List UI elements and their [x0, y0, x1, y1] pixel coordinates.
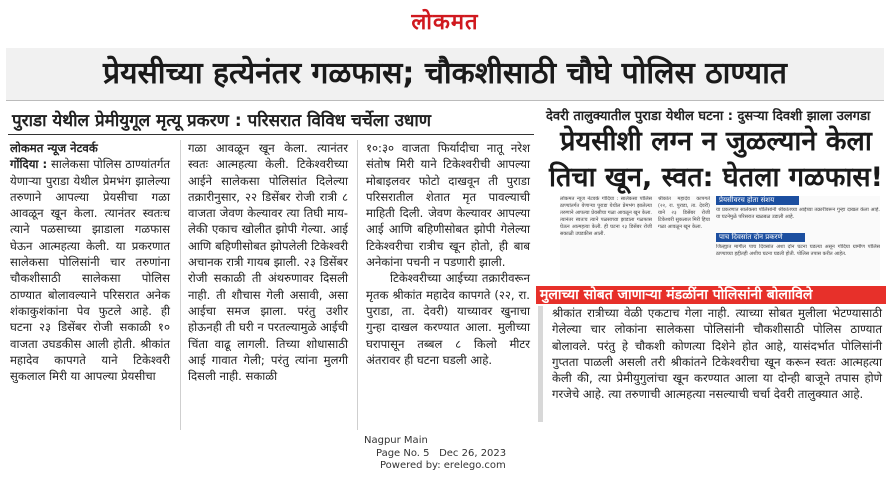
clipping-thumbnail: [560, 196, 880, 280]
thumbnail-box-heading-2: पाच दिवसांत दोन प्रकरणे: [716, 233, 805, 242]
thumbnail-box-heading-1: प्रेयसीवरच होता संशय: [716, 196, 799, 205]
callout-text: श्रीकांत रात्रीच्या वेळी एकटाच गेला नाही. त्याच्या सोबत मुलीला भेटण्यासाठी गेलेल्या चार लोकांना सालेकसा पोलिसांनी चौकशीसाठी पोलिस ठाण्यात बोलावले. परंतु हे चौकशी कोणत्या दिशेने होत आहे, यासंदर्भात पोलिसांनी गुप्तता पाळली असली तरी श्रीकांतने टिकेश्वरीचा खून करून स्वतः आत्महत्या केली की, त्या प्रेमीयुगुलांचा खून करण्यात आला या दोन्ही बाजूने तपास होणे गरजेचे आहे. त्या तरुणाची आत्महत्या नसल्याची चर्चा देवरी तालुक्यात आहे.: [552, 306, 882, 402]
thumbnail-text-3: या प्रकरणात सालेकसा पोलिसांनी श्रीकांतच्या आईच्या तक्रारीवरून गुन्हा दाखल केला आहे. या घटनेमुळे परिसरात खळबळ उडाली आहे.: [716, 207, 880, 220]
byline: लोकमत न्यूज नेटवर्क: [10, 141, 98, 155]
main-headline: प्रेयसीच्या हत्येनंतर गळफास; चौकशीसाठी चौघे पोलिस ठाण्यात: [6, 48, 884, 100]
article-column-2: [188, 140, 348, 440]
footer-page-date: [300, 448, 520, 461]
article-text-3b: टिकेश्वरीच्या आईच्या तक्रारीवरून मृतक श्रीकांत महादेव कापगते (२२, रा. पुराडा, ता. देवरी) याच्यावर खुनाचा गुन्हा दाखल करण्यात आला. मुलीच्या घरापासून तब्बल ८ किलो मीटर अंतरावर ही घटना घडली आहे.: [366, 271, 530, 367]
article-text-1: सालेकसा पोलिस ठाण्यांतर्गत येणाऱ्या पुराडा येथील प्रेमभंग झालेल्या तरुणाने आपल्या प्रेयसीचा गळा आवळून खून केला. त्यानंतर स्वतःच त्याने पळसाच्या झाडाला गळफास घेऊन आत्महत्या केली. या प्रकरणात सालेकसा पोलिसांनी चार तरुणांना चौकशीसाठी सालेकसा पोलिस ठाण्यात बोलावल्याने परिसरात अनेक शंकाकुशंकांना पेव फुटले आहे. ही घटना २३ डिसेंबर रोजी सकाळी १० वाजता उघडकीस आली होती. श्रीकांत महादेव कापगते याने टिकेश्वरी सुकलाल मिरी या आपल्या प्रेयसीचा: [10, 157, 171, 384]
sub-headline-rule: [8, 134, 534, 135]
dateline: गोंदिया :: [10, 157, 48, 172]
callout-accent-bar: [538, 306, 543, 422]
sub-headline: पुराडा येथील प्रेमीयुगूल मृत्यू प्रकरण : परिसरात विविध चर्चेला उधाण: [12, 111, 432, 131]
thumbnail-text-2: श्रीकांत महादेव कापगते (२२, रा. पुराडा, ता. देवरी) याने २३ डिसेंबर रोजी टिकेश्वरी सुकलाल मिरी हिचा गळा आवळून खून केला.: [658, 196, 710, 230]
headline-rule: [6, 100, 884, 101]
sidebar-title: प्रेयसीशी लग्न न जुळल्याने केला तिचा खून, स्वत: घेतला गळफास!: [549, 126, 883, 193]
footer-edition: Nagpur Main: [364, 435, 428, 446]
footer-powered-by: Powered by: erelego.com: [380, 460, 506, 471]
sidebar-kicker: देवरी तालुक्यातील पुराडा येथील घटना : दुसऱ्या दिवशी झाला उलगडा: [546, 109, 871, 124]
article-column-3: [366, 140, 530, 440]
thumbnail-text-1: लोकमत न्यूज नेटवर्क गोंदिया : सालेकसा पोलिस ठाण्यांतर्गत येणाऱ्या पुराडा येथील प्रेमभंग झालेल्या तरुणाने आपल्या प्रेयसीचा गळा आवळून खून केला. त्यानंतर स्वतःच त्याने पळसाच्या झाडाला गळफास घेऊन आत्महत्या केली. ही घटना २३ डिसेंबर रोजी सकाळी उघडकीस आली.: [560, 196, 652, 237]
article-text-3a: १०:३० वाजता फिर्यादीचा नातू नरेश संतोष मिरी याने टिकेश्वरीची आपल्या मोबाइलवर फोटो दाखवून ती पुराडा परिसरातील शेतात मृत पावल्याची माहिती दिली. जेवण केल्यावर आपल्या आई आणि बहिणीसोबत झोपी गेलेल्या टिकेश्वरीचा रात्रीच खून होतो, ही बाब अनेकांना पचनी न पडणारी झाली.: [366, 141, 530, 270]
page-footer: [300, 435, 520, 473]
footer-date: Dec 26, 2023: [439, 447, 507, 459]
masthead-logo: लोकमत: [411, 9, 479, 35]
column-divider: [357, 140, 358, 430]
column-divider: [180, 140, 181, 430]
article-text-2: गळा आवळून खून केला. त्यानंतर स्वतः आत्महत्या केली. टिकेश्वरीच्या आईने सालेकसा पोलिसांत दिलेल्या तक्रारीनुसार, २२ डिसेंबर रोजी रात्री ८ वाजता जेवण केल्यावर त्या तिघी माय-लेकी एकाच खोलीत झोपी गेल्या. आई आणि बहिणीसोबत झोपलेली टिकेश्वरी अचानक रात्री गायब झाली. २३ डिसेंबर रोजी सकाळी ती अंथरुणावर दिसली नाही. ती शौचास गेली असावी, असा आईचा समज झाला. परंतु उशीर होऊनही ती घरी न परतल्यामुळे आईची चिंता वाढू लागली. तिच्या शोधासाठी आई गावात गेली; परंतु त्यांना मुलगी दिसली नाही. सकाळी: [188, 141, 348, 384]
red-heading-bar: मुलाच्या सोबत जाणाऱ्या मंडळींना पोलिसांनी बोलाविले: [536, 286, 886, 304]
article-column-1: [10, 140, 170, 440]
thumbnail-text-4: जिल्ह्यात मागील पाच दिवसांत अशा दोन घटना घडल्या असून गोंदिया ग्रामीण पोलिस ठाण्याच्या हद्दीतही अशीच घटना घडली होती. पोलिस तपास करीत आहेत.: [716, 244, 880, 257]
footer-page: Page No. 5: [376, 447, 430, 459]
